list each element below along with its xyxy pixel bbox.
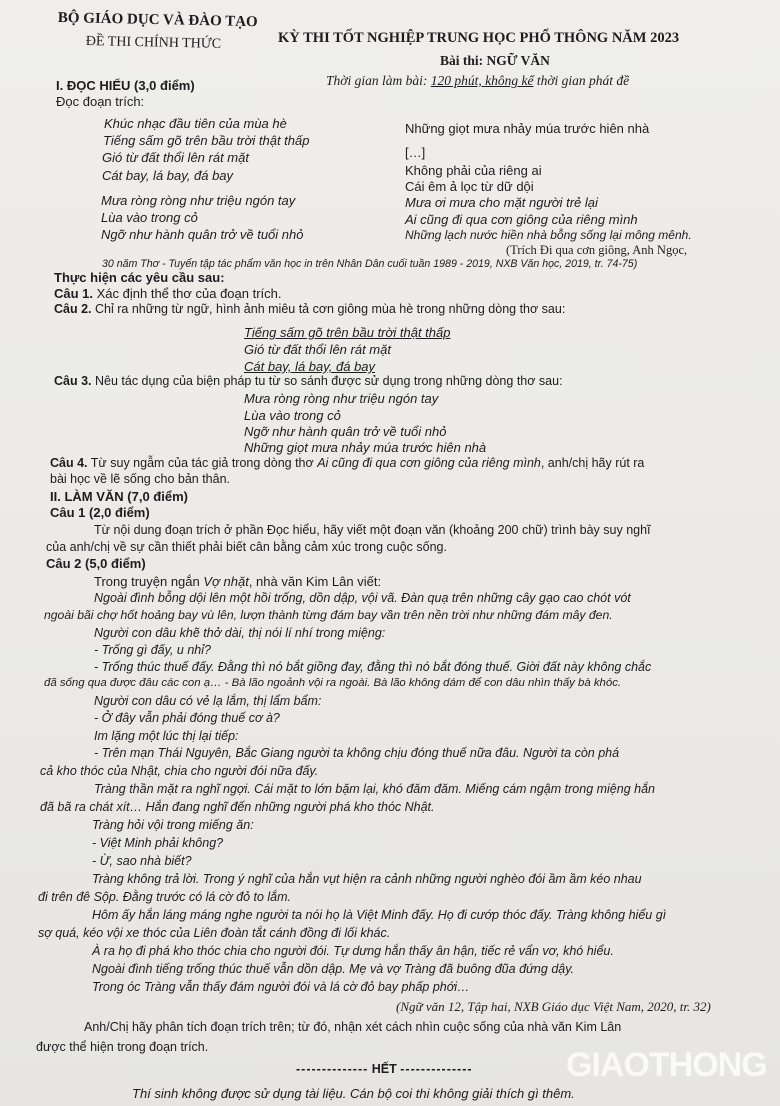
- excerpt-line: Im lặng một lúc thị lại tiếp:: [94, 729, 239, 743]
- question-1-text: Xác định thể thơ của đoạn trích.: [96, 286, 282, 301]
- poem-line: Những giọt mưa nhảy múa trước hiên nhà: [405, 121, 650, 136]
- poem-line: Tiếng sấm gõ trên bầu trời thật thấp: [103, 133, 310, 148]
- poem-line: Mưa ròng ròng như triệu ngón tay: [101, 193, 296, 208]
- footer-note: Thí sinh không được sử dụng tài liệu. Cán bộ coi thi không giải thích gì thêm.: [132, 1086, 575, 1101]
- essay-2-intro: [94, 574, 381, 589]
- excerpt-line: Ngoài đình bỗng dội lên một hồi trống, dồn dập, vội vã. Đàn quạ trên những cây gạo cao chót vót: [94, 591, 631, 605]
- essay-2-task-line-1: Anh/Chị hãy phân tích đoạn trích trên; từ đó, nhận xét cách nhìn cuộc sống của nhà văn Kim Lân: [84, 1020, 622, 1034]
- time-value: 120 phút, không kể: [430, 73, 534, 88]
- question-1-label: Câu 1.: [54, 286, 94, 301]
- essay-2-intro-a: Trong truyện ngắn: [94, 574, 204, 589]
- essay-1-line-2: của anh/chị về sự cần thiết phải biết cân bằng cảm xúc trong cuộc sống.: [46, 540, 447, 554]
- subject-line: Bài thi: NGỮ VĂN: [440, 53, 550, 68]
- poem-line: Ai cũng đi qua cơn giông của riêng mình: [405, 212, 638, 227]
- essay-1-line-1: Từ nội dung đoạn trích ở phần Đọc hiểu, hãy viết một đoạn văn (khoảng 200 chữ) trình bày suy nghĩ: [94, 523, 651, 537]
- essay-2-heading: Câu 2 (5,0 điểm): [46, 556, 146, 571]
- question-4-label: Câu 4.: [50, 456, 88, 470]
- excerpt-line: Trong óc Tràng vẫn thấy đám người đói và lá cờ đỏ bay phấp phới…: [92, 980, 470, 994]
- official-exam-label: ĐỀ THI CHÍNH THỨC: [85, 34, 222, 52]
- quoted-line: Mưa ròng ròng như triệu ngón tay: [244, 391, 439, 406]
- read-label: Đọc đoạn trích:: [56, 94, 145, 109]
- poem-line: Không phải của riêng ai: [405, 163, 542, 178]
- exam-title: KỲ THI TỐT NGHIỆP TRUNG HỌC PHỔ THÔNG NĂM 2023: [278, 30, 680, 46]
- ministry-name: BỘ GIÁO DỤC VÀ ĐÀO TẠO: [57, 10, 258, 31]
- excerpt-line: - Việt Minh phải không?: [92, 836, 224, 850]
- excerpt-line: đã sống qua được đâu các con ạ… - Bà lão ngoảnh vội ra ngoài. Bà lão không dám để con dâu nhìn thấy bà khóc.: [44, 677, 622, 689]
- end-label: HẾT: [371, 1062, 397, 1076]
- excerpt-line: À ra họ đi phá kho thóc chia cho người đói. Tự dưng hắn thấy ân hận, tiếc rẻ vẩn vơ, khó hiểu.: [92, 944, 614, 958]
- time-prefix: Thời gian làm bài:: [326, 73, 428, 88]
- excerpt-line: Người con dâu khẽ thở dài, thị nói lí nhí trong miệng:: [94, 626, 386, 640]
- poem-source: 30 năm Thơ - Tuyển tập tác phẩm văn học in trên Nhân Dân cuối tuần 1989 - 2019, NXB Văn học, 2019, tr. 74-75): [102, 258, 638, 270]
- question-3-text: Nêu tác dụng của biện pháp tu từ so sánh được sử dụng trong những dòng thơ sau:: [95, 374, 563, 388]
- poem-line: Lùa vào trong cỏ: [101, 210, 198, 225]
- quoted-line: Tiếng sấm gõ trên bầu trời thật thấp: [244, 325, 451, 340]
- question-3: [54, 374, 563, 388]
- quoted-line: Lùa vào trong cỏ: [244, 408, 341, 423]
- question-4-line-2: bài học về lẽ sống cho bản thân.: [50, 472, 230, 486]
- end-dashes-left: --------------: [296, 1062, 369, 1076]
- poem-line: Cái êm ả lọc từ dữ dội: [405, 179, 534, 194]
- quoted-line: Cát bay, lá bay, đá bay: [244, 359, 376, 374]
- excerpt-line: Hôm ấy hắn láng máng nghe người ta nói họ là Việt Minh đấy. Họ đi cướp thóc đấy. Tràng không hiểu gì: [92, 908, 667, 922]
- excerpt-line: Tràng hỏi vội trong miếng ăn:: [92, 818, 254, 832]
- poem-line: Cát bay, lá bay, đá bay: [102, 168, 234, 183]
- excerpt-line: ngoài bãi chợ hốt hoảng bay vù lên, lượn thành từng đám bay vần trên nền trời như những đám mây đen.: [44, 608, 613, 622]
- question-1: [54, 286, 282, 301]
- question-3-label: Câu 3.: [54, 374, 92, 388]
- excerpt-line: đi trên đê Sộp. Đằng trước có lá cờ đỏ to lắm.: [38, 890, 292, 904]
- question-4: [50, 456, 644, 470]
- poem-line: Khúc nhạc đầu tiên của mùa hè: [104, 116, 287, 131]
- excerpt-line: - Ở đây vẫn phải đóng thuế cơ à?: [94, 711, 280, 725]
- question-2-label: Câu 2.: [54, 302, 92, 316]
- excerpt-line: Ngoài đình tiếng trống thúc thuế vẫn dồn dập. Mẹ và vợ Tràng đã buông đũa đứng dậy.: [92, 962, 575, 976]
- quoted-line: Những giọt mưa nhảy múa trước hiên nhà: [244, 440, 487, 455]
- poem-line: Ngỡ như hành quân trở về tuổi nhỏ: [101, 227, 304, 242]
- end-dashes-right: --------------: [400, 1062, 473, 1076]
- excerpt-line: - Trống thúc thuế đấy. Đằng thì nó bắt giồng đay, đằng thì nó bắt đóng thuế. Giời đất này không chắc: [94, 660, 652, 674]
- question-2-text: Chỉ ra những từ ngữ, hình ảnh miêu tả cơn giông mùa hè trong những dòng thơ sau:: [95, 302, 566, 316]
- poem-line: Mưa ơi mưa cho mặt người trẻ lại: [405, 195, 598, 210]
- essay-2-task-line-2: được thể hiện trong đoạn trích.: [36, 1040, 209, 1054]
- question-4-quote: Ai cũng đi qua cơn giông của riêng mình: [317, 456, 541, 470]
- excerpt-line: Tràng không trả lời. Trong ý nghĩ của hắn vụt hiện ra cảnh những người nghèo đói ầm ầm kéo nhau: [92, 872, 642, 886]
- excerpt-line: - Trên mạn Thái Nguyên, Bắc Giang người ta không chịu đóng thuế nữa đâu. Người ta còn phá: [94, 746, 620, 760]
- part1-heading: I. ĐỌC HIỂU (3,0 điểm): [56, 78, 195, 93]
- publisher-watermark: GIAOTHONG: [566, 1046, 767, 1084]
- question-4-text-a: Từ suy ngẫm của tác giả trong dòng thơ: [90, 456, 318, 470]
- excerpt-line: cả kho thóc của Nhật, chia cho người đói nữa đấy.: [40, 764, 319, 778]
- part2-heading: II. LÀM VĂN (7,0 điểm): [50, 489, 188, 504]
- excerpt-line: - Ừ, sao nhà biết?: [92, 854, 192, 868]
- quoted-line: Gió từ đất thổi lên rát mặt: [244, 342, 391, 357]
- poem-citation: (Trích Đi qua cơn giông, Anh Ngọc,: [506, 243, 688, 257]
- essay-1-heading: Câu 1 (2,0 điểm): [50, 505, 150, 520]
- time-suffix: thời gian phát đề: [536, 73, 630, 88]
- poem-line: Những lạch nước hiền nhà bỗng sống lại mông mênh.: [405, 228, 692, 242]
- essay-2-intro-b: , nhà văn Kim Lân viết:: [248, 574, 382, 589]
- question-4-text-b: , anh/chị hãy rút ra: [540, 456, 645, 470]
- quoted-line: Ngỡ như hành quân trở về tuổi nhỏ: [244, 424, 447, 439]
- poem-line: Gió từ đất thổi lên rát mặt: [102, 150, 249, 165]
- excerpt-source: (Ngữ văn 12, Tập hai, NXB Giáo dục Việt Nam, 2020, tr. 32): [396, 999, 711, 1014]
- essay-2-work-title: Vợ nhặt: [203, 574, 249, 589]
- time-line: [326, 73, 629, 89]
- question-2: [54, 302, 565, 316]
- excerpt-line: sợ quá, kéo vội xe thóc của Liên đoàn tắt cánh đồng đi lối khác.: [38, 926, 391, 940]
- poem-line: […]: [405, 145, 426, 160]
- excerpt-line: - Trống gì đấy, u nhỉ?: [94, 643, 211, 657]
- instruction: Thực hiện các yêu cầu sau:: [54, 270, 225, 285]
- end-mark: [296, 1062, 473, 1076]
- excerpt-line: Người con dâu có vẻ lạ lắm, thị lẩm bẩm:: [94, 694, 322, 708]
- excerpt-line: Tràng thần mặt ra nghĩ ngợi. Cái mặt to lớn bặm lại, khó đăm đăm. Miếng cám ngậm trong miệng hắn: [94, 782, 655, 796]
- excerpt-line: đã bã ra chát xít… Hắn đang nghĩ đến những người phá kho thóc Nhật.: [40, 800, 435, 814]
